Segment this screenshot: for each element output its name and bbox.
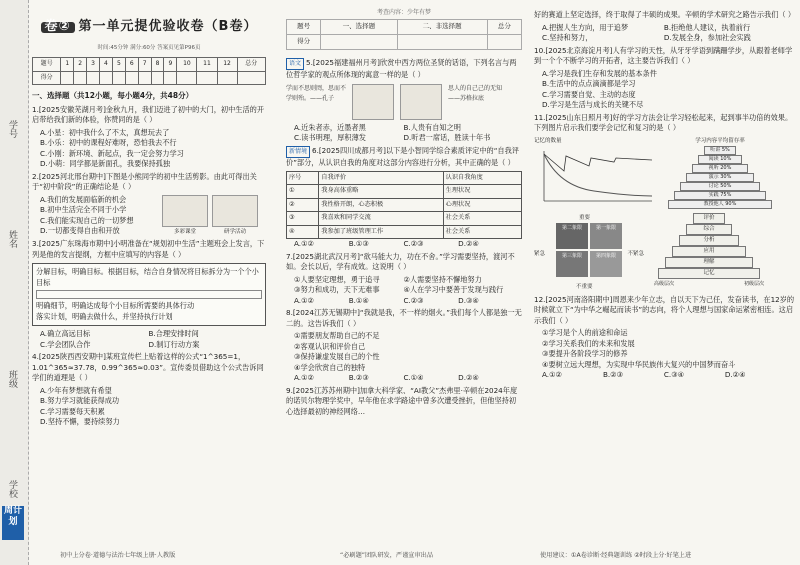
photo-study-trip: 研学活动 <box>212 195 258 238</box>
q5-portraits: 学而不思则罔，思而不学则殆。——孔子 思人的自己己的无知——苏格拉底 <box>286 84 522 120</box>
q5-options: A.近朱者赤，近墨者黑 B.人贵有自知之明 C.读书明理，厚积薄发 D.听君一席话，胜读十年书 <box>294 122 491 142</box>
statement: ①需要朋友帮助自己的不足 <box>294 331 380 340</box>
q3-outline-box: 分解目标，明确目标。根据目标，结合自身情况将目标拆分为一个个小目标 明确细节，明确达成每个小目标所需要的具体行动 落实计划，明确去做什么，并坚持执行计划 <box>32 263 266 326</box>
pyramid-level: 听讲 5% <box>704 146 736 155</box>
score-header-cell: 5 <box>112 58 125 72</box>
photo-classroom: 多彩课堂 <box>162 195 208 238</box>
pyramid-level: 视听 20% <box>692 164 748 173</box>
pyramid-level: 演示 30% <box>686 173 754 182</box>
title-badge: 卷② <box>41 22 75 33</box>
question-5: 语文 5.[2025福建福州月考]欣赏中西方两位圣贤的话语，下列名言与两位哲学家的观点所体现的寓意一样的是（ ） <box>286 57 517 79</box>
memory-curve-chart <box>534 146 654 206</box>
score-header-cell: 12 <box>217 58 237 72</box>
score-cell <box>125 71 138 85</box>
section-heading: 一、选择题（共12小题，每小题4分，共48分） <box>32 91 194 100</box>
brand-logo: 周计划 <box>2 506 24 540</box>
statement: ②学习关系我们的未来和发展 <box>542 338 635 348</box>
confucius-portrait <box>352 84 394 120</box>
option: A.小星：初中我什么了不太，真想玩去了 <box>40 127 170 137</box>
score-header-cell: 10 <box>177 58 197 72</box>
footer-middle: “必刷题”团队研发，严谨宣审出品 <box>340 552 434 559</box>
priority-matrix: 重要 紧急 不紧急 不重要 第二象限 第一象限 第三象限 第四象限 <box>534 214 644 290</box>
q9-options: A.把握人生方向，用于追梦 B.拒绝他人建议，执着前行 C.坚持和努力， D.发展全身，参加社会实践 <box>542 22 751 42</box>
score-header-cell: 9 <box>164 58 177 72</box>
score-header-cell: 4 <box>100 58 113 72</box>
pyramid-level: 教授他人 90% <box>668 200 772 209</box>
statement: ④要树立远大理想，为实现中华民族伟大复兴的中国梦而奋斗 <box>542 359 736 369</box>
q11-figures-bottom <box>534 213 796 293</box>
q3-options: A.确立高远目标 B.合理安排时间 C.学会团队合作 D.制订行动方案 <box>40 329 200 349</box>
label-class: 班级 <box>7 370 17 388</box>
score-table <box>32 57 266 85</box>
score-cell <box>87 71 100 85</box>
q12-options: A.①② B.②③ C.③④ D.②④ <box>542 370 746 379</box>
score-cell <box>197 71 217 85</box>
option: D.小萌：同学都是新面孔，我要保持孤独 <box>40 159 171 168</box>
score-cell <box>138 71 151 85</box>
q11-figures-top <box>534 136 796 210</box>
option: A.少年有梦想就有希望 <box>40 385 112 395</box>
score-header-cell: 总分 <box>237 58 265 72</box>
title-text: 第一单元提优验收卷（B卷） <box>78 19 258 34</box>
question-7: 7.[2025湖北武汉月考]“欲马能大力，功在不舍。”学习需要坚持，渡河不如。会长以后，学有成效。这说明（ ） <box>286 251 515 271</box>
statement: ③保持谦虚发展自己的个性 <box>294 352 380 361</box>
question-11: 11.[2025山东日照月考]好的学习方法会让学习轻松起来，起到事半功倍的效果。下列图片启示我们要学会记忆和复习的是（ ） <box>534 112 793 132</box>
question-3: 3.[2025广东珠海市期中]小明准备在“规划初中生活”主题班会上发言，下列是他的发言提纲，方框中应填写的内容是（ ） <box>32 239 265 259</box>
label-id: 学号 <box>7 120 17 138</box>
score-header-cell: 6 <box>125 58 138 72</box>
score-cell <box>177 71 197 85</box>
score-header-cell: 3 <box>87 58 100 72</box>
score-header-cell: 11 <box>197 58 217 72</box>
q6-options: A.①② B.①③ C.②③ D.②④ <box>294 239 479 248</box>
question-12: 12.[2025河南洛阳期中]周恩来少年立志，自以天下为己任，发奋读书，在12岁的时候就立下“为中华之崛起而读书”的志向，将个人理想与国家命运紧密相连。这启示我们（ ） <box>534 294 795 325</box>
q8-options: A.①② B.②③ C.①④ D.②④ <box>294 373 479 382</box>
statement: ③要提升各阶段学习的修养 <box>542 349 628 358</box>
column-right <box>534 8 796 381</box>
column-middle <box>286 8 522 419</box>
score-cell <box>100 71 113 85</box>
question-9: 9.[2025江苏苏州期中]加拿大科学家、“AI教父”杰弗里·辛顿在2024年度的诺贝尔物理学奖中，早年他在求学路途中曾多次遭受挫折，但他坚持初心选择最初的神经网络… <box>286 385 518 416</box>
score-cell <box>237 71 265 85</box>
question-1: 1.[2025安徽芜湖月考]金秋九月，我们迈进了初中的大门，初中生活的开启带给我们新的体验，你赞同的是（ ） <box>32 104 265 124</box>
bloom-level: 分析 <box>679 235 739 246</box>
score-cell <box>151 71 164 85</box>
question-2: 2.[2025河北邢台期中]下图是小熊同学的初中生活剪影。由此可得出关于“初中阶段”的正确结论是（ ） <box>32 171 257 191</box>
q7-options: A.①② B.①④ C.②③ D.③④ <box>294 295 479 305</box>
footer-right: 使用建议：①A卷诊断·经典题训练 ②时段上分·好笔上进 <box>540 552 692 559</box>
bloom-level: 应用 <box>672 246 746 257</box>
option: C.学习需要自觉、主动的态度 <box>542 89 636 99</box>
option: A.学习是我们生存和发展的基本条件 <box>542 68 657 78</box>
middle-score-table: 题号 一、选择题 二、非选择题 总分 得分 <box>286 19 522 50</box>
score-cell <box>112 71 125 85</box>
bloom-level: 记忆 <box>658 268 760 279</box>
label-name: 姓名 <box>7 230 17 248</box>
option: B.生活中的点点滴滴都是学习 <box>542 79 636 88</box>
score-header-cell: 2 <box>74 58 87 72</box>
q6-table: 序号 自我评价 认识自我角度 ① 我身高体重略 生理状况 ② 我性格开朗，心态积极 心理状况 ③ 我喜欢和同学交流 社会关系 ④ 我参加了班级管理工作 社会关系 <box>286 171 522 240</box>
bloom-level: 理解 <box>665 257 753 268</box>
statement: ②客观认识和评价自己 <box>294 341 366 351</box>
option: C.我们能实现自己的一切梦想 <box>40 215 134 225</box>
q2-block <box>32 195 266 238</box>
binding-margin <box>0 0 29 565</box>
score-header-cell: 8 <box>151 58 164 72</box>
score-cell <box>164 71 177 85</box>
label-school: 学校 <box>7 480 17 498</box>
exam-meta: 时间:45分钟 满分:60分 答案页见第P96页 <box>97 44 201 51</box>
statement: ①学习是个人的前途和命运 <box>542 328 628 337</box>
question-8: 8.[2024江苏无锡期中]“我就是我，不一样的烟火。”我们每个人都是独一无二的。这告诉我们（ ） <box>286 308 522 328</box>
option: B.小乐：初中的课程好难呀，恐怕我去不行 <box>40 138 177 147</box>
pyramid-level: 阅读 10% <box>698 155 742 164</box>
memory-curve: 记忆的数量 <box>534 136 654 210</box>
bloom-level: 综合 <box>686 224 732 235</box>
page-title <box>32 19 266 34</box>
score-cell <box>61 71 74 85</box>
learning-pyramid: 学习内容平均留存率 听讲 5% 阅读 10% 视听 20% 演示 30% 讨论 50% 实践 75% 教授他人 90% <box>660 136 780 210</box>
pyramid-level: 实践 75% <box>674 191 766 200</box>
score-cell <box>217 71 237 85</box>
pyramid-level: 讨论 50% <box>680 182 760 191</box>
option: A.我们的发展面临新的机会 <box>40 194 127 204</box>
option: C.小刚：新环境、新起点，我一定会努力学习 <box>40 148 184 158</box>
score-cell <box>74 71 87 85</box>
bloom-level: 评价 <box>693 213 725 224</box>
score-header-cell: 1 <box>61 58 74 72</box>
q7-statements: ①人要坚定理想，勇于追寻 ②人需要坚持不懈地努力 ③努力和成功，天下无难事 ④人在学习中要善于发现与践行 <box>294 274 504 294</box>
header-note: 考查内容：少年有梦 <box>376 9 431 16</box>
option: D.坚持不懈，要持续努力 <box>40 417 120 426</box>
footer-left: 初中上分卷·道德与法治七年级上册·人教版 <box>60 552 176 559</box>
bloom-taxonomy: 评价 综合 分析 应用 理解 记忆 高级层次 初级层次 <box>654 214 764 287</box>
option: B.努力学习就能获得成功 <box>40 396 120 405</box>
option: C.学习需要每天积累 <box>40 406 105 416</box>
column-left <box>32 8 266 428</box>
socrates-portrait <box>400 84 442 120</box>
option: D.学习是生活与成长的关键不尽 <box>542 100 644 109</box>
score-header-cell: 7 <box>138 58 151 72</box>
score-cell: 得分 <box>33 71 61 85</box>
question-9-continued: 好的赛道上坚定选择，终于取得了丰硕的成果。辛顿的学术研究之路告示我们（ ） <box>534 10 796 19</box>
option: B.初中生活完全不同于小学 <box>40 205 127 214</box>
question-6: 新情境 6.[2025四川成都月考]以下是小智同学综合素质评定中的“自我评价”部分，从认识自我的角度对这部分内容进行分析，其中正确的是（ ） <box>286 145 519 167</box>
question-4: 4.[2025陕西西安期中]某班宣传栏上贴着这样的公式“1^365=1，1.01^365≈37.78，0.99^365≈0.03”。宣传委员借助这个公式告诉同学们的道理是（ ） <box>32 352 264 382</box>
statement: ④学会欣赏自己的独特 <box>294 362 366 372</box>
score-header-cell: 题号 <box>33 58 61 72</box>
option: D.一切都变得自由和开放 <box>40 226 120 235</box>
question-10: 10.[2025北京海淀月考]人有学习的天性，从牙牙学语到蹒跚学步，从跟着老师学到一个个不断学习的开拓者，这主要告诉我们（ ） <box>534 45 793 65</box>
